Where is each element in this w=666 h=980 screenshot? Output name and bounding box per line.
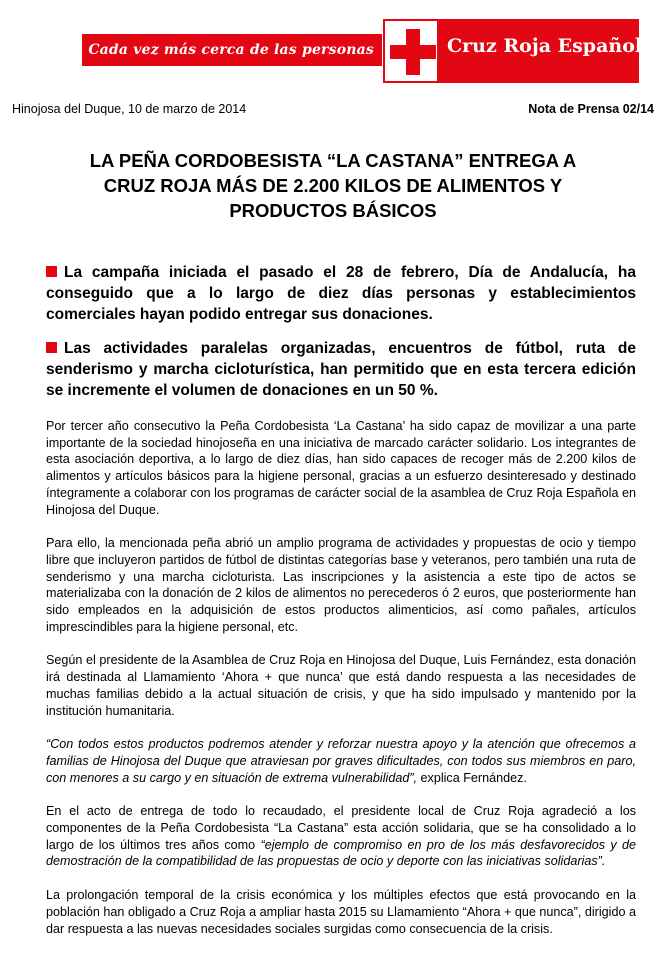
- paragraph: Por tercer año consecutivo la Peña Cordobesista ‘La Castana’ ha sido capaz de movilizar a una parte importante de la sociedad hinojoseña en una iniciativa de marcado carácter solidario. Los integrantes de esta asociación deportiva, a lo largo de diez días, han sido capaces de recoger más de 2.200 kilos de alimentos y artículos básicos para la higiene personal, gracias a un esfuerzo desinteresado y destinado íntegramente a colaborar con los programas de carácter social de la asamblea de Cruz Roja Española en Hinojosa del Duque.: [46, 419, 636, 517]
- highlight-item: [46, 338, 636, 401]
- red-cross-emblem-icon: [383, 19, 439, 83]
- headline-line-2: CRUZ ROJA MÁS DE 2.200 KILOS DE ALIMENTOS Y: [103, 175, 563, 196]
- headline-line-3: PRODUCTOS BÁSICOS: [229, 200, 437, 221]
- cruz-roja-logo: [383, 19, 655, 83]
- slogan-text: Cada vez más cerca de las personas: [88, 42, 374, 58]
- highlights: [46, 262, 636, 414]
- location-date: Hinojosa del Duque, 10 de marzo de 2014: [12, 102, 247, 116]
- headline-line-1: LA PEÑA CORDOBESISTA “LA CASTANA” ENTREGA A: [89, 150, 577, 171]
- slogan-bar: [82, 34, 382, 66]
- brand-name: Cruz Roja Española: [447, 35, 655, 57]
- quote-text: “ejemplo de compromiso en pro de los más desfavorecidos y de demostración de la compatibilidad de las propuestas de ocio y deporte con las iniciativas solidarias”.: [46, 837, 637, 869]
- press-release-number: Nota de Prensa 02/14: [528, 102, 654, 116]
- red-square-bullet-icon: [46, 266, 57, 277]
- article-body: [46, 418, 636, 954]
- press-meta: [12, 102, 654, 116]
- quote-text: “Con todos estos productos podremos atender y reforzar nuestra apoyo y la atención que ofrecemos a familias de Hinojosa del Duque que atraviesan por graves dificultades, con todos sus miembros en paro, con menores a su cargo y en situación de extrema vulnerabilidad”,: [46, 737, 636, 785]
- headline: [12, 148, 654, 223]
- red-square-bullet-icon: [46, 342, 57, 353]
- paragraph: [46, 803, 636, 870]
- highlight-text: Las actividades paralelas organizadas, encuentros de fútbol, ruta de senderismo y marcha cicloturística, han permitido que en esta tercera edición se incremente el volumen de donaciones en un 50 %.: [46, 340, 636, 399]
- highlight-item: [46, 262, 636, 325]
- paragraph-text: En el acto de entrega de todo lo recaudado, el presidente local de Cruz Roja agradeció a los componentes de la Peña Cordobesista “La Castana” esta acción solidaria, que se ha consolidado a lo largo de los últimos tres años como: [46, 804, 636, 852]
- paragraph: Para ello, la mencionada peña abrió un amplio programa de actividades y propuestas de ocio y tiempo libre que incluyeron partidos de fútbol de distintas categorías base y veteranos, pero también una ruta de senderismo y una marcha cicloturista. Las inscripciones y la asistencia a este tipo de actos se materializaba con la donación de 2 kilos de alimentos no perecederos ó 2 euros, que posteriormente han sido empleados en la adquisición de estos productos alimenticios, así como pañales, artículos imprescindibles para la higiene personal, etc.: [46, 536, 636, 634]
- quote-paragraph: [46, 736, 636, 786]
- paragraph: La prolongación temporal de la crisis económica y los múltiples efectos que está provocando en la población han obligado a Cruz Roja a ampliar hasta 2015 su Llamamiento “Ahora + que nunca”, dirigido a dar respuesta a las nuevas necesidades sociales surgidas como consecuencia de la crisis.: [46, 888, 636, 936]
- quote-attribution: explica Fernández.: [417, 770, 527, 785]
- paragraph: Según el presidente de la Asamblea de Cruz Roja en Hinojosa del Duque, Luis Fernández, esta donación irá destinada al Llamamiento ‘Ahora + que nunca’ que está dando respuesta a las necesidades de muchas familias debido a la actual situación de crisis, y que ha sido impulsado y mantenido por la institución humanitaria.: [46, 653, 636, 718]
- letterhead: [0, 0, 666, 90]
- highlight-text: La campaña iniciada el pasado el 28 de febrero, Día de Andalucía, ha conseguido que a lo largo de diez días personas y establecimientos comerciales hayan podido entregar sus donaciones.: [46, 264, 636, 323]
